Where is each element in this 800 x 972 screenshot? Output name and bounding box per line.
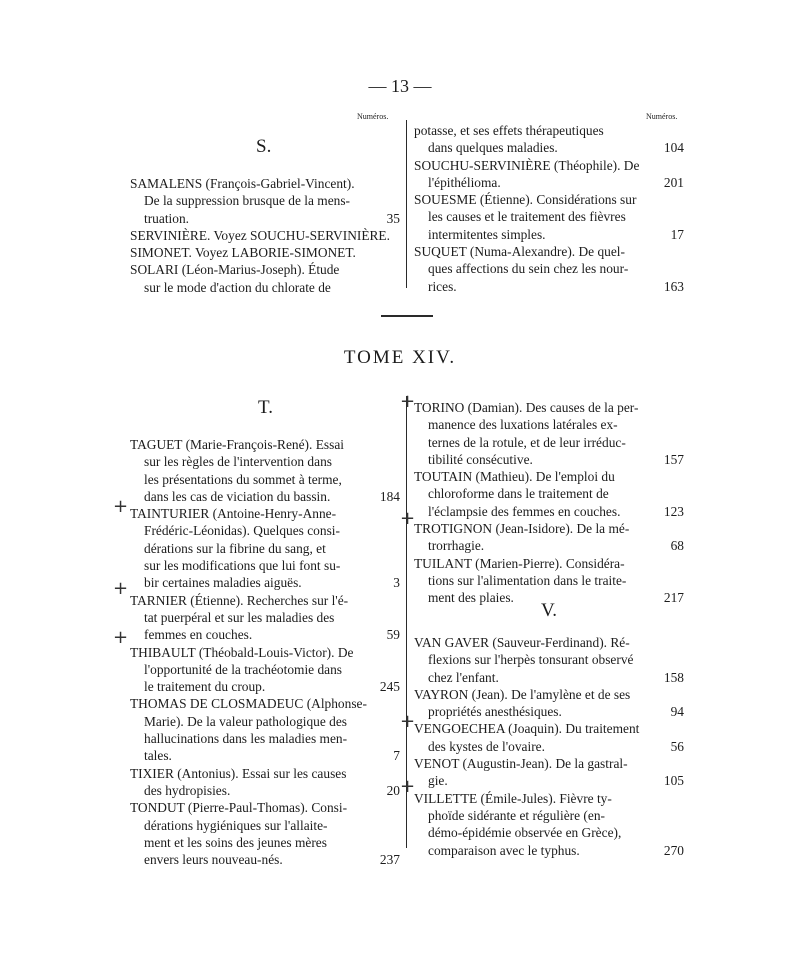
entry-number: 123 [663, 503, 684, 519]
page-number: — 13 — [368, 76, 432, 96]
entry-name-line: SIMONET. Voyez LABORIE-SIMONET. [130, 245, 356, 261]
index-entry [130, 436, 400, 505]
entry-number: 56 [670, 738, 684, 754]
entry-name-line: VENOT (Augustin-Jean). De la gastral- [414, 756, 628, 772]
entry-text-line: rices. 163 [428, 278, 684, 294]
margin-cross-mark: + [400, 776, 416, 797]
index-entry [414, 399, 684, 468]
entry-text-line: trorrhagie. 68 [428, 538, 684, 554]
index-entry [130, 244, 400, 261]
index-entry [414, 790, 684, 859]
column-right-v [414, 634, 684, 859]
entry-number: 157 [663, 451, 684, 467]
entry-text-line: ment et les soins des jeunes mères [144, 834, 327, 850]
index-entry [414, 122, 684, 157]
entry-text-line: intermitentes simples. 17 [428, 226, 684, 242]
column-right-s [414, 122, 684, 295]
index-entry [130, 695, 400, 764]
entry-number: 245 [379, 679, 400, 695]
index-entry [414, 243, 684, 295]
index-entry [414, 686, 684, 721]
entry-name-line: TUILANT (Marien-Pierre). Considéra- [414, 555, 625, 571]
numeros-label-right: Numéros. [646, 112, 678, 121]
entry-name-line: SOLARI (Léon-Marius-Joseph). Étude [130, 262, 340, 278]
column-divider-top [406, 120, 407, 288]
entry-text-line: ques affections du sein chez les nour- [428, 261, 629, 277]
entry-text-line: l'opportunité de la trachéotomie dans [144, 661, 343, 677]
section-letter-s: S. [256, 136, 272, 157]
entry-text-line: dans quelques maladies. 104 [428, 140, 684, 156]
margin-cross-mark: + [113, 578, 129, 599]
index-entry [130, 644, 400, 696]
entry-text-line: gie. 105 [428, 773, 684, 789]
entry-text-line: chloroforme dans le traitement de [428, 486, 609, 502]
entry-text-line: manence des luxations latérales ex- [428, 417, 618, 433]
entry-name-line: TAGUET (Marie-François-René). Essai [130, 437, 344, 452]
entry-text-line: des hydropisies. 20 [144, 782, 400, 798]
entry-number: 184 [379, 488, 400, 504]
column-left-s [130, 175, 400, 296]
entry-text-line: sur le mode d'action du chlorate de [144, 279, 331, 295]
index-entry [414, 555, 684, 607]
entry-name-line: VILLETTE (Émile-Jules). Fièvre ty- [414, 790, 612, 806]
entry-name-line: TARNIER (Étienne). Recherches sur l'é- [130, 592, 349, 608]
index-entry [130, 505, 400, 591]
entry-text-line: sur les règles de l'intervention dans [144, 454, 332, 470]
entry-number: 3 [393, 575, 400, 591]
index-entry [130, 175, 400, 227]
index-entry [130, 261, 400, 296]
entry-number: 35 [386, 210, 400, 226]
entry-name-line: potasse, et ses effets thérapeutiques [414, 123, 604, 138]
margin-cross-mark: + [113, 496, 129, 517]
entry-name-line: SUQUET (Numa-Alexandre). De quel- [414, 244, 625, 260]
entry-number: 163 [663, 278, 684, 294]
tome-title: TOME XIV. [343, 347, 457, 368]
entry-text-line: des kystes de l'ovaire. 56 [428, 738, 684, 754]
entry-name-line: VENGOECHEA (Joaquin). Du traitement [414, 721, 640, 737]
entry-number: 201 [663, 174, 684, 190]
entry-name-line: TORINO (Damian). Des causes de la per- [414, 400, 639, 415]
margin-cross-mark: + [400, 508, 416, 529]
index-entry [414, 520, 684, 555]
entry-text-line: le traitement du croup. 245 [144, 679, 400, 695]
column-right-t [414, 399, 684, 607]
numeros-label-left: Numéros. [357, 112, 389, 121]
margin-cross-mark: + [400, 391, 416, 412]
entry-name-line: VAYRON (Jean). De l'amylène et de ses [414, 686, 631, 702]
entry-text-line: chez l'enfant. 158 [428, 669, 684, 685]
entry-text-line: dérations sur la fibrine du sang, et [144, 540, 326, 556]
entry-number: 20 [386, 782, 400, 798]
section-letter-v: V. [541, 600, 558, 621]
entry-number: 217 [663, 590, 684, 606]
entry-name-line: SAMALENS (François-Gabriel-Vincent). [130, 176, 355, 191]
entry-text-line: ment des plaies. 217 [428, 590, 684, 606]
index-entry [414, 720, 684, 755]
entry-name-line: THIBAULT (Théobald-Louis-Victor). De [130, 644, 354, 660]
entry-text-line: tales. 7 [144, 748, 400, 764]
entry-text-line: propriétés anesthésiques. 94 [428, 704, 684, 720]
margin-cross-mark: + [113, 627, 129, 648]
entry-number: 94 [670, 704, 684, 720]
entry-number: 7 [393, 748, 400, 764]
entry-number: 237 [379, 852, 400, 868]
entry-number: 17 [670, 226, 684, 242]
entry-text-line: Frédéric-Léonidas). Quelques consi- [144, 523, 340, 539]
entry-name-line: SOUESME (Étienne). Considérations sur [414, 192, 637, 208]
entry-number: 270 [663, 842, 684, 858]
entry-name-line: TROTIGNON (Jean-Isidore). De la mé- [414, 521, 630, 537]
entry-text-line: les présentations du sommet à terme, [144, 471, 342, 487]
index-entry [130, 799, 400, 868]
entry-text-line: tibilité consécutive. 157 [428, 451, 684, 467]
entry-text-line: truation. 35 [144, 210, 400, 226]
entry-number: 68 [670, 538, 684, 554]
entry-text-line: femmes en couches. 59 [144, 627, 400, 643]
entry-text-line: De la suppression brusque de la mens- [144, 193, 351, 209]
entry-name-line: SERVINIÈRE. Voyez SOUCHU-SERVINIÈRE. [130, 227, 390, 243]
entry-text-line: l'éclampsie des femmes en couches. 123 [428, 503, 684, 519]
entry-text-line: Marie). De la valeur pathologique des [144, 713, 348, 729]
entry-name-line: TONDUT (Pierre-Paul-Thomas). Consi- [130, 800, 348, 816]
column-left-t [130, 436, 400, 868]
entry-name-line: VAN GAVER (Sauveur-Ferdinand). Ré- [414, 635, 630, 650]
section-separator [381, 315, 433, 317]
entry-name-line: TOUTAIN (Mathieu). De l'emploi du [414, 469, 615, 485]
entry-text-line: sur les modifications que lui font su- [144, 558, 341, 574]
entry-name-line: THOMAS DE CLOSMADEUC (Alphonse- [130, 696, 367, 712]
margin-cross-mark: + [400, 711, 416, 732]
entry-text-line: phoïde sidérante et régulière (en- [428, 807, 605, 823]
entry-text-line: bir certaines maladies aiguës. 3 [144, 575, 400, 591]
index-entry [130, 227, 400, 244]
index-entry [414, 755, 684, 790]
entry-number: 105 [663, 773, 684, 789]
entry-number: 59 [386, 627, 400, 643]
index-entry [414, 191, 684, 243]
entry-text-line: dérations hygiéniques sur l'allaite- [144, 817, 328, 833]
entry-text-line: comparaison avec le typhus. 270 [428, 842, 684, 858]
entry-text-line: dans les cas de viciation du bassin. 184 [144, 488, 400, 504]
section-letter-t: T. [258, 397, 273, 418]
index-entry [414, 157, 684, 192]
entry-text-line: flexions sur l'herpès tonsurant observé [428, 652, 634, 668]
entry-text-line: démo-épidémie observée en Grèce), [428, 825, 622, 841]
entry-number: 104 [663, 140, 684, 156]
entry-name-line: SOUCHU-SERVINIÈRE (Théophile). De [414, 157, 640, 173]
entry-text-line: envers leurs nouveau-nés. 237 [144, 852, 400, 868]
entry-text-line: tions sur l'alimentation dans le traite- [428, 572, 627, 588]
entry-text-line: ternes de la rotule, et de leur irréduc- [428, 434, 626, 450]
index-entry [130, 765, 400, 800]
index-entry [414, 468, 684, 520]
entry-text-line: les causes et le traitement des fièvres [428, 209, 626, 225]
entry-text-line: tat puerpéral et sur les maladies des [144, 609, 335, 625]
entry-name-line: TIXIER (Antonius). Essai sur les causes [130, 765, 347, 781]
entry-text-line: hallucinations dans les maladies men- [144, 731, 348, 747]
entry-name-line: TAINTURIER (Antoine-Henry-Anne- [130, 506, 337, 522]
index-entry [414, 634, 684, 686]
index-entry [130, 592, 400, 644]
entry-number: 158 [663, 669, 684, 685]
entry-text-line: l'épithélioma. 201 [428, 174, 684, 190]
